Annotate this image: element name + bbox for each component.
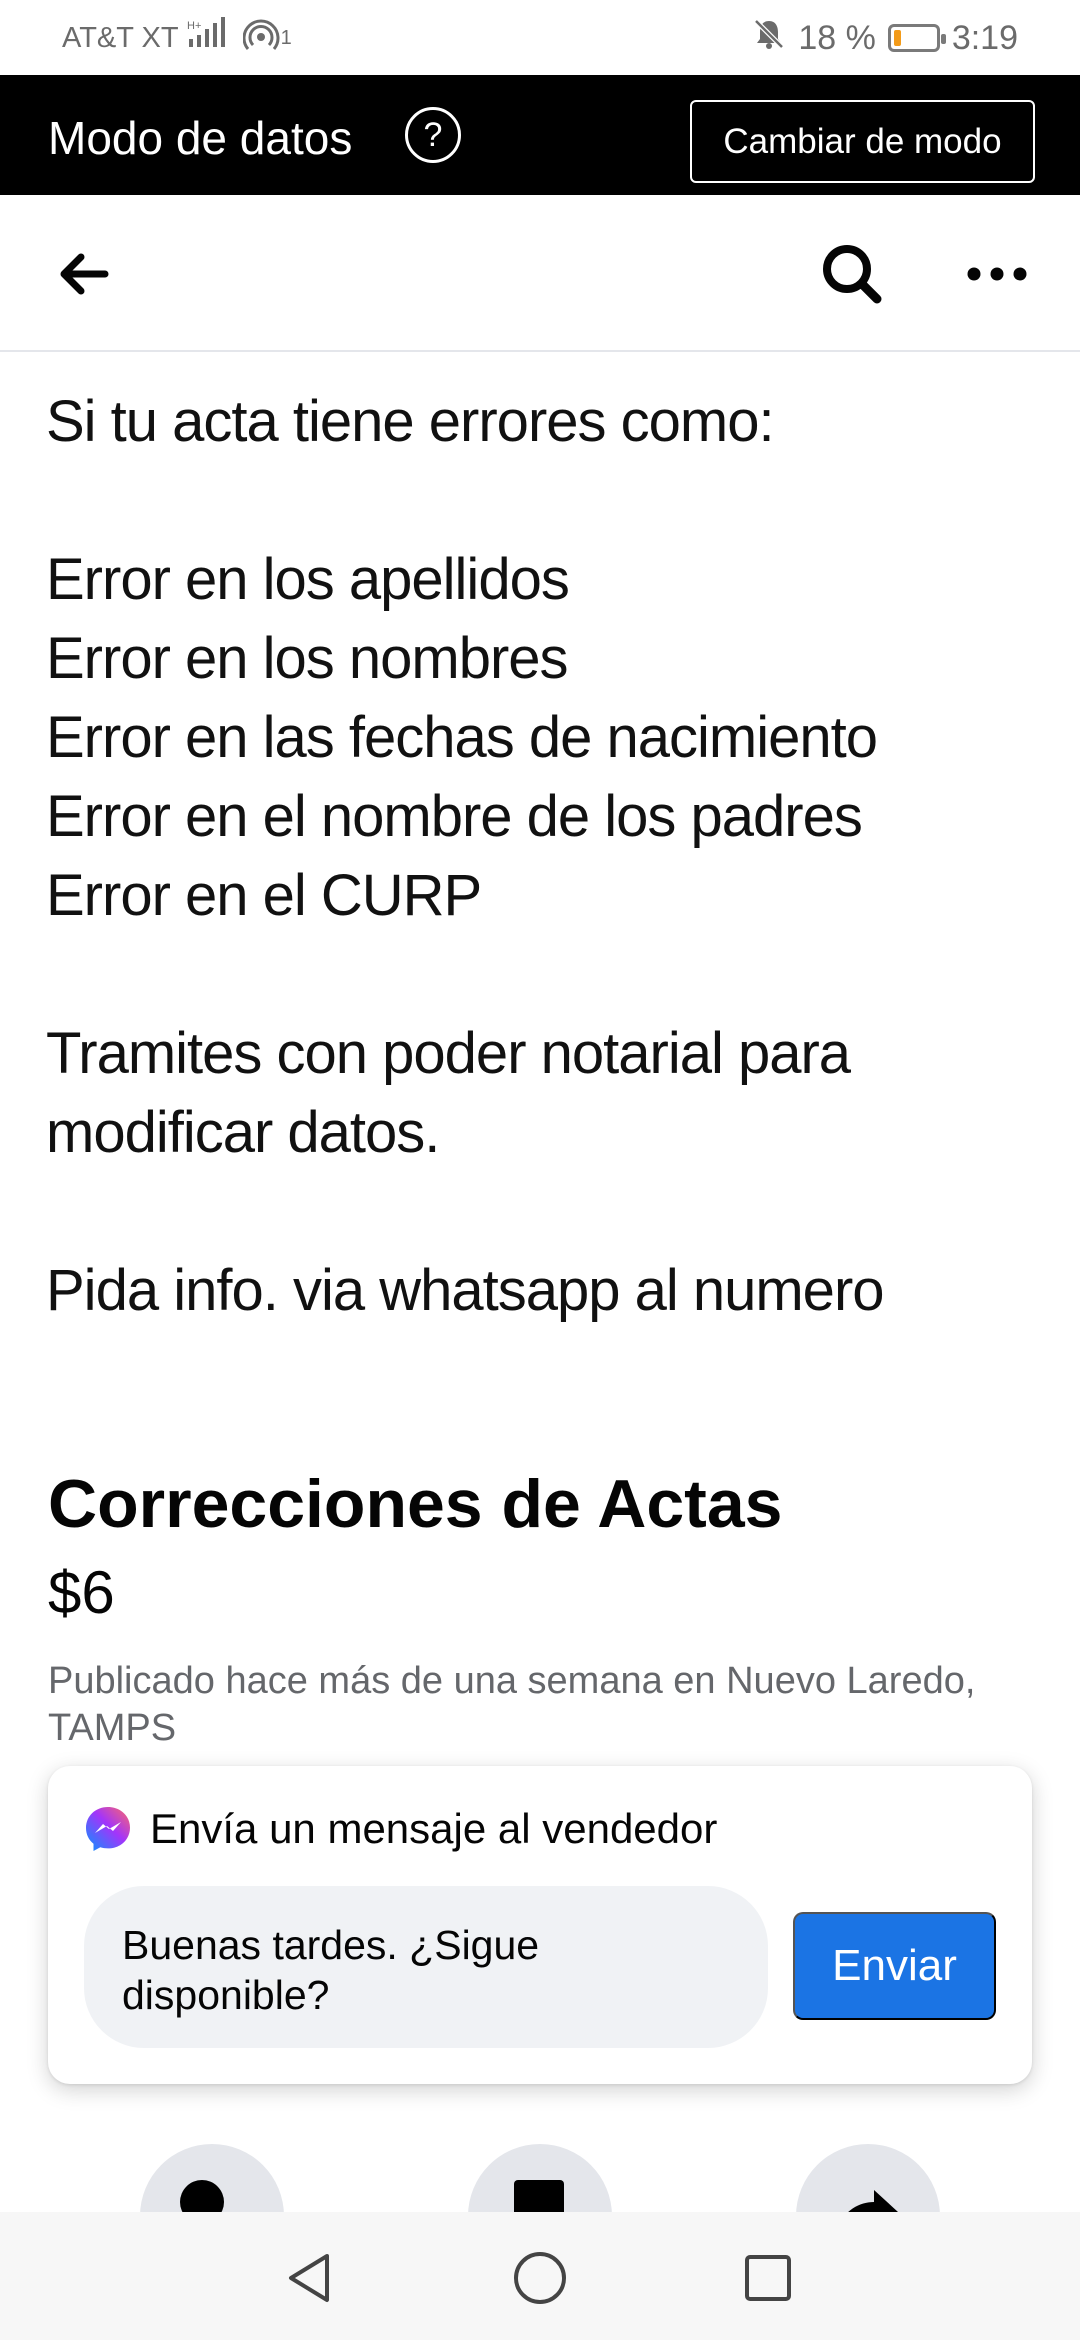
carrier-label: AT&T XT [62,21,179,54]
status-bar [0,0,1080,75]
battery-percent: 18 % [798,18,876,57]
clock: 3:19 [951,18,1018,57]
hotspot-icon [243,17,283,59]
listing-image-text: Si tu acta tiene errores como: Error en los apellidos Error en los nombres Error en las fechas de nacimiento Error en el nombre de los padres Error en el CURP Tramites con poder notarial para modificar datos. Pida info. via whatsapp al numero [46,389,884,1323]
messenger-icon [83,1804,133,1854]
switch-mode-button[interactable]: Cambiar de modo [690,100,1035,183]
battery-fill [894,30,901,46]
top-nav-bar [0,195,1080,352]
muted-bell-icon [752,17,786,60]
data-mode-banner [0,75,1080,195]
back-triangle-icon[interactable] [269,2238,349,2318]
status-left [62,16,292,60]
network-superscript: 1 [280,26,292,49]
battery-icon [888,24,940,52]
listing-image[interactable] [0,352,1080,1430]
recents-square-icon[interactable] [728,2238,808,2318]
system-nav-bar [0,2212,1080,2340]
search-icon[interactable] [805,227,899,321]
send-button[interactable]: Enviar [793,1912,996,2020]
help-icon[interactable]: ? [405,107,461,163]
listing-price: $6 [48,1559,115,1626]
message-input[interactable]: Buenas tardes. ¿Sigue disponible? [84,1886,768,2048]
svg-text:H+: H+ [186,20,201,32]
signal-icon [187,17,235,59]
home-circle-icon[interactable] [500,2238,580,2318]
message-seller-card [48,1766,1032,2084]
listing-meta: Publicado hace más de una semana en Nuevo Laredo, TAMPS [48,1660,976,1749]
more-options-icon[interactable] [950,227,1044,321]
listing-title: Correcciones de Actas [48,1466,783,1542]
back-arrow-icon[interactable] [36,227,130,321]
message-card-heading: Envía un mensaje al vendedor [150,1805,718,1852]
data-mode-title: Modo de datos [48,112,353,164]
status-right [752,16,1018,60]
